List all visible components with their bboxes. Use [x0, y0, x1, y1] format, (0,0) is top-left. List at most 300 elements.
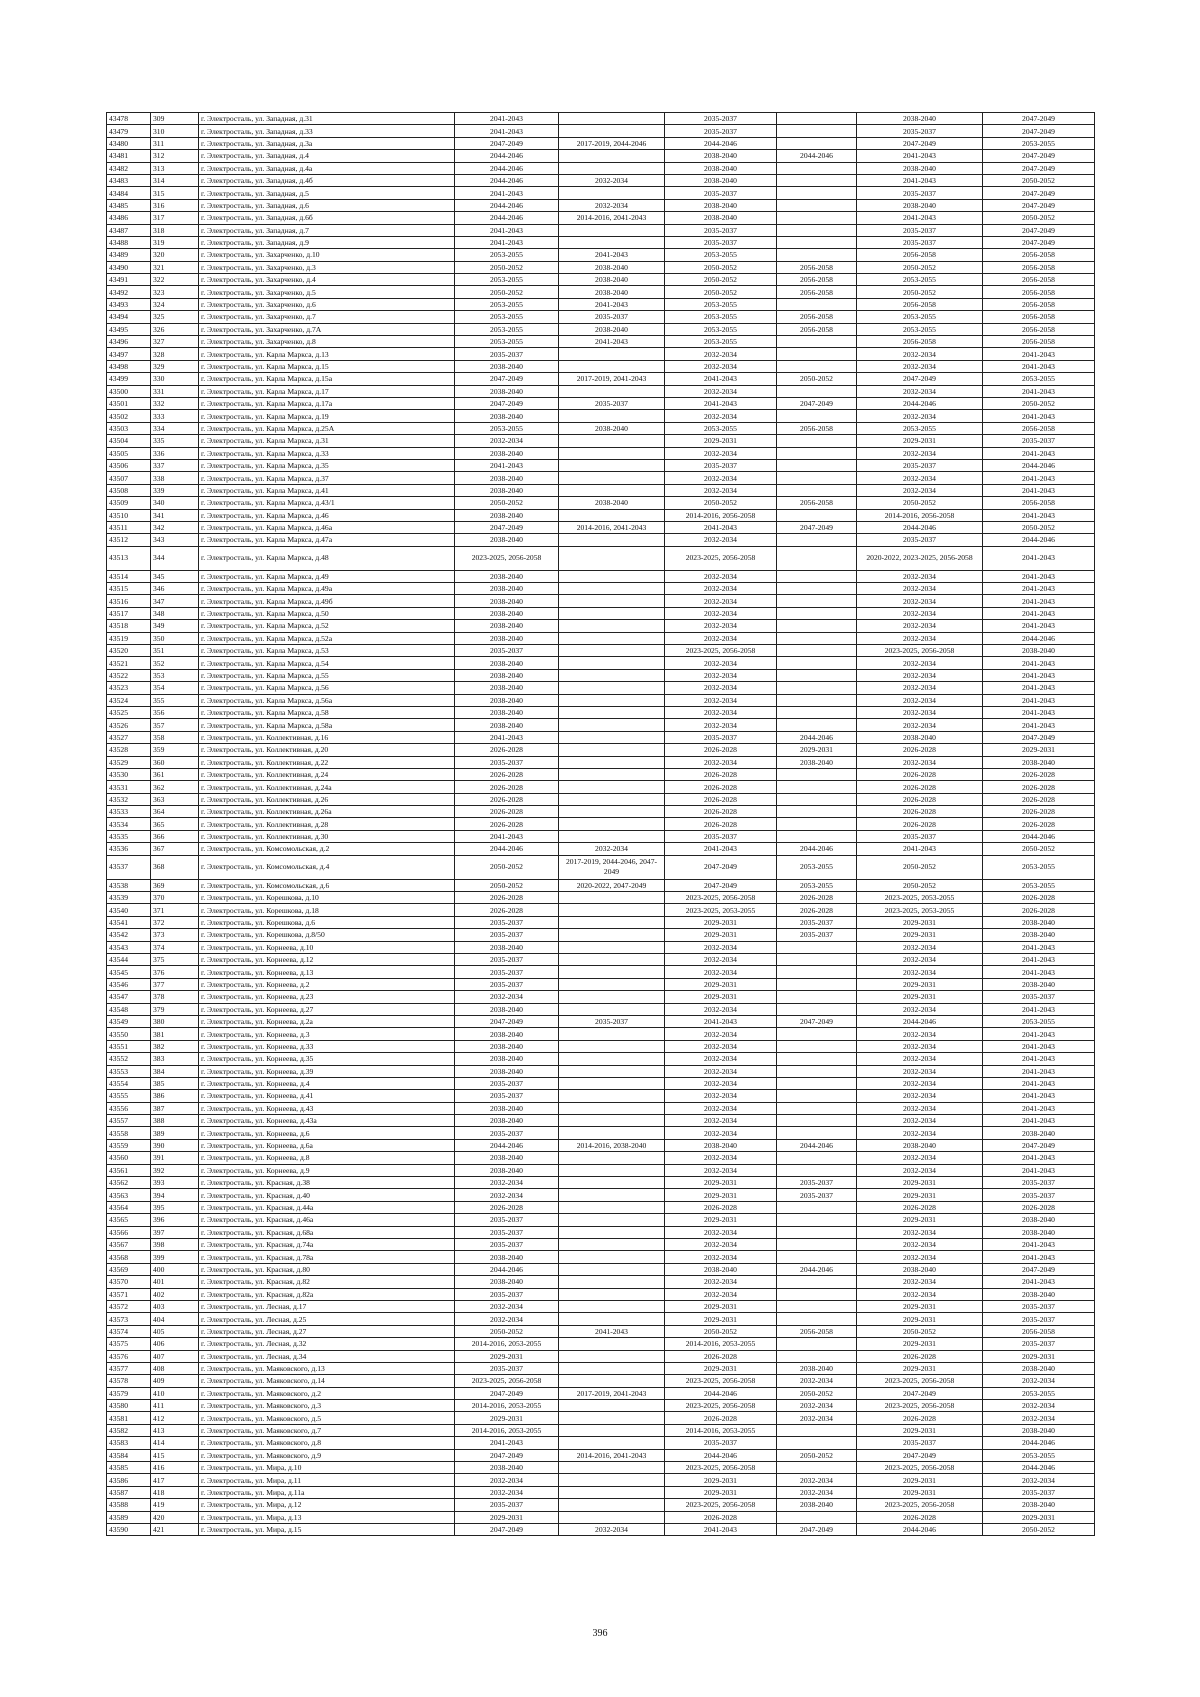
period-6-cell: 2026-2028: [983, 1201, 1095, 1213]
period-6-cell: 2041-2043: [983, 1251, 1095, 1263]
period-2-cell: 2014-2016, 2041-2043: [559, 521, 665, 533]
period-4-cell: 2035-2037: [777, 916, 857, 928]
period-6-cell: 2041-2043: [983, 719, 1095, 731]
period-6-cell: 2038-2040: [983, 645, 1095, 657]
row-number-cell: 387: [151, 1102, 199, 1114]
period-2-cell: [559, 1040, 665, 1052]
period-3-cell: 2032-2034: [665, 620, 777, 632]
table-row: [107, 162, 1095, 174]
period-6-cell: 2041-2043: [983, 607, 1095, 619]
period-1-cell: 2035-2037: [455, 1127, 559, 1139]
address-cell: г. Электросталь, ул. Карла Маркса, д.49а: [199, 583, 455, 595]
period-2-cell: [559, 1164, 665, 1176]
period-6-cell: 2053-2055: [983, 1449, 1095, 1461]
period-6-cell: 2053-2055: [983, 373, 1095, 385]
row-id-cell: 43529: [107, 756, 151, 768]
row-number-cell: 314: [151, 174, 199, 186]
period-3-cell: 2032-2034: [665, 1102, 777, 1114]
period-1-cell: 2035-2037: [455, 1499, 559, 1511]
table-row: [107, 1462, 1095, 1474]
row-id-cell: 43518: [107, 620, 151, 632]
period-6-cell: 2041-2043: [983, 1028, 1095, 1040]
row-number-cell: 354: [151, 682, 199, 694]
period-1-cell: 2038-2040: [455, 620, 559, 632]
address-cell: г. Электросталь, ул. Корнеева, д.33: [199, 1040, 455, 1052]
period-4-cell: [777, 719, 857, 731]
address-cell: г. Электросталь, ул. Карла Маркса, д.55: [199, 669, 455, 681]
row-id-cell: 43588: [107, 1499, 151, 1511]
period-1-cell: 2038-2040: [455, 360, 559, 372]
row-number-cell: 419: [151, 1499, 199, 1511]
period-1-cell: 2026-2028: [455, 904, 559, 916]
row-id-cell: 43486: [107, 212, 151, 224]
period-6-cell: 2041-2043: [983, 360, 1095, 372]
period-4-cell: [777, 1201, 857, 1213]
period-1-cell: 2041-2043: [455, 236, 559, 248]
period-1-cell: 2029-2031: [455, 1412, 559, 1424]
table-row: [107, 694, 1095, 706]
address-cell: г. Электросталь, ул. Коллективная, д.28: [199, 818, 455, 830]
period-5-cell: 2023-2025, 2056-2058: [857, 1400, 983, 1412]
row-number-cell: 415: [151, 1449, 199, 1461]
period-5-cell: 2032-2034: [857, 657, 983, 669]
period-2-cell: [559, 1115, 665, 1127]
row-id-cell: 43534: [107, 818, 151, 830]
table-row: [107, 991, 1095, 1003]
row-number-cell: 384: [151, 1065, 199, 1077]
period-2-cell: 2038-2040: [559, 274, 665, 286]
period-4-cell: 2032-2034: [777, 1474, 857, 1486]
table-row: [107, 1362, 1095, 1374]
period-4-cell: [777, 113, 857, 125]
period-5-cell: 2032-2034: [857, 1003, 983, 1015]
period-6-cell: 2029-2031: [983, 744, 1095, 756]
table-row: [107, 298, 1095, 310]
period-2-cell: [559, 1276, 665, 1288]
row-id-cell: 43487: [107, 224, 151, 236]
period-4-cell: [777, 1511, 857, 1523]
period-3-cell: 2035-2037: [665, 113, 777, 125]
row-id-cell: 43546: [107, 978, 151, 990]
table-row: [107, 174, 1095, 186]
table-row: [107, 1189, 1095, 1201]
period-6-cell: 2029-2031: [983, 1350, 1095, 1362]
period-4-cell: [777, 348, 857, 360]
table-row: [107, 385, 1095, 397]
row-id-cell: 43509: [107, 497, 151, 509]
table-row: [107, 311, 1095, 323]
address-cell: г. Электросталь, ул. Коллективная, д.16: [199, 731, 455, 743]
period-4-cell: 2032-2034: [777, 1486, 857, 1498]
period-1-cell: 2041-2043: [455, 1437, 559, 1449]
row-number-cell: 315: [151, 187, 199, 199]
period-2-cell: [559, 509, 665, 521]
period-2-cell: 2014-2016, 2041-2043: [559, 1449, 665, 1461]
table-row: [107, 1338, 1095, 1350]
period-6-cell: 2035-2037: [983, 1313, 1095, 1325]
period-2-cell: [559, 534, 665, 546]
address-cell: г. Электросталь, ул. Коллективная, д.24: [199, 768, 455, 780]
period-6-cell: 2056-2058: [983, 274, 1095, 286]
row-number-cell: 372: [151, 916, 199, 928]
period-4-cell: [777, 1115, 857, 1127]
period-3-cell: 2032-2034: [665, 682, 777, 694]
period-3-cell: 2023-2025, 2056-2058: [665, 645, 777, 657]
row-id-cell: 43567: [107, 1238, 151, 1250]
period-6-cell: 2032-2034: [983, 1474, 1095, 1486]
period-2-cell: [559, 781, 665, 793]
period-2-cell: [559, 583, 665, 595]
period-1-cell: 2038-2040: [455, 682, 559, 694]
table-row: [107, 1201, 1095, 1213]
address-cell: г. Электросталь, ул. Карла Маркса, д.17: [199, 385, 455, 397]
period-3-cell: 2032-2034: [665, 632, 777, 644]
row-number-cell: 409: [151, 1375, 199, 1387]
period-6-cell: 2044-2046: [983, 632, 1095, 644]
period-2-cell: [559, 1053, 665, 1065]
period-5-cell: 2050-2052: [857, 286, 983, 298]
period-3-cell: 2032-2034: [665, 1053, 777, 1065]
period-5-cell: 2047-2049: [857, 137, 983, 149]
table-row: [107, 509, 1095, 521]
period-2-cell: 2017-2019, 2044-2046: [559, 137, 665, 149]
row-id-cell: 43548: [107, 1003, 151, 1015]
address-cell: г. Электросталь, ул. Карла Маркса, д.54: [199, 657, 455, 669]
table-row: [107, 632, 1095, 644]
period-1-cell: 2053-2055: [455, 336, 559, 348]
row-number-cell: 309: [151, 113, 199, 125]
address-cell: г. Электросталь, ул. Корнеева, д.2: [199, 978, 455, 990]
row-id-cell: 43556: [107, 1102, 151, 1114]
table-row: [107, 1437, 1095, 1449]
table-row: [107, 1263, 1095, 1275]
period-1-cell: 2038-2040: [455, 472, 559, 484]
period-2-cell: [559, 607, 665, 619]
address-cell: г. Электросталь, ул. Корнеева, д.13: [199, 966, 455, 978]
period-2-cell: [559, 1238, 665, 1250]
period-5-cell: 2032-2034: [857, 1288, 983, 1300]
period-5-cell: 2032-2034: [857, 954, 983, 966]
row-id-cell: 43533: [107, 806, 151, 818]
address-cell: г. Электросталь, ул. Корешкова, д.8/50: [199, 929, 455, 941]
period-2-cell: 2032-2034: [559, 1523, 665, 1535]
address-cell: г. Электросталь, ул. Коллективная, д.26а: [199, 806, 455, 818]
period-6-cell: 2026-2028: [983, 904, 1095, 916]
period-3-cell: 2044-2046: [665, 1387, 777, 1399]
period-1-cell: 2050-2052: [455, 879, 559, 891]
period-5-cell: 2032-2034: [857, 719, 983, 731]
period-2-cell: [559, 818, 665, 830]
period-6-cell: 2038-2040: [983, 1499, 1095, 1511]
row-number-cell: 311: [151, 137, 199, 149]
period-1-cell: 2035-2037: [455, 348, 559, 360]
address-cell: г. Электросталь, ул. Красная, д.74а: [199, 1238, 455, 1250]
period-6-cell: 2056-2058: [983, 286, 1095, 298]
period-6-cell: 2056-2058: [983, 261, 1095, 273]
period-4-cell: 2032-2034: [777, 1375, 857, 1387]
row-number-cell: 353: [151, 669, 199, 681]
row-number-cell: 402: [151, 1288, 199, 1300]
period-6-cell: 2035-2037: [983, 1189, 1095, 1201]
period-6-cell: 2047-2049: [983, 199, 1095, 211]
period-6-cell: 2041-2043: [983, 1102, 1095, 1114]
period-6-cell: 2044-2046: [983, 459, 1095, 471]
table-row: [107, 657, 1095, 669]
period-4-cell: [777, 360, 857, 372]
period-2-cell: [559, 1003, 665, 1015]
period-1-cell: 2044-2046: [455, 843, 559, 855]
period-4-cell: [777, 385, 857, 397]
period-3-cell: 2035-2037: [665, 187, 777, 199]
period-6-cell: 2041-2043: [983, 1053, 1095, 1065]
period-5-cell: 2026-2028: [857, 806, 983, 818]
period-4-cell: 2056-2058: [777, 497, 857, 509]
row-number-cell: 416: [151, 1462, 199, 1474]
address-cell: г. Электросталь, ул. Карла Маркса, д.47а: [199, 534, 455, 546]
period-1-cell: 2038-2040: [455, 385, 559, 397]
period-1-cell: 2041-2043: [455, 459, 559, 471]
row-id-cell: 43543: [107, 941, 151, 953]
row-number-cell: 412: [151, 1412, 199, 1424]
period-1-cell: 2038-2040: [455, 509, 559, 521]
period-2-cell: [559, 1152, 665, 1164]
period-5-cell: 2047-2049: [857, 1449, 983, 1461]
address-cell: г. Электросталь, ул. Западная, д.6б: [199, 212, 455, 224]
period-1-cell: 2035-2037: [455, 954, 559, 966]
period-3-cell: 2053-2055: [665, 336, 777, 348]
period-2-cell: 2032-2034: [559, 199, 665, 211]
row-number-cell: 340: [151, 497, 199, 509]
table-row: [107, 1152, 1095, 1164]
period-5-cell: 2038-2040: [857, 162, 983, 174]
row-id-cell: 43489: [107, 249, 151, 261]
period-4-cell: [777, 410, 857, 422]
period-2-cell: [559, 150, 665, 162]
period-6-cell: 2038-2040: [983, 1362, 1095, 1374]
table-row: [107, 620, 1095, 632]
address-cell: г. Электросталь, ул. Корешкова, д.10: [199, 892, 455, 904]
period-5-cell: 2032-2034: [857, 360, 983, 372]
address-cell: г. Электросталь, ул. Коллективная, д.26: [199, 793, 455, 805]
period-4-cell: 2056-2058: [777, 286, 857, 298]
period-3-cell: 2032-2034: [665, 484, 777, 496]
period-3-cell: 2023-2025, 2053-2055: [665, 904, 777, 916]
period-6-cell: 2053-2055: [983, 1387, 1095, 1399]
period-3-cell: 2023-2025, 2056-2058: [665, 1462, 777, 1474]
period-4-cell: [777, 1251, 857, 1263]
period-1-cell: 2026-2028: [455, 744, 559, 756]
period-3-cell: 2026-2028: [665, 1511, 777, 1523]
table-row: [107, 360, 1095, 372]
period-3-cell: 2032-2034: [665, 756, 777, 768]
address-cell: г. Электросталь, ул. Лесная, д.25: [199, 1313, 455, 1325]
table-row: [107, 1486, 1095, 1498]
row-id-cell: 43508: [107, 484, 151, 496]
period-4-cell: 2056-2058: [777, 422, 857, 434]
period-3-cell: 2032-2034: [665, 1164, 777, 1176]
address-cell: г. Электросталь, ул. Карла Маркса, д.13: [199, 348, 455, 360]
period-5-cell: 2029-2031: [857, 991, 983, 1003]
row-number-cell: 349: [151, 620, 199, 632]
address-cell: г. Электросталь, ул. Коллективная, д.20: [199, 744, 455, 756]
table-row: [107, 1238, 1095, 1250]
table-row: [107, 472, 1095, 484]
period-6-cell: 2041-2043: [983, 620, 1095, 632]
period-6-cell: 2056-2058: [983, 323, 1095, 335]
row-id-cell: 43504: [107, 435, 151, 447]
period-2-cell: [559, 1177, 665, 1189]
table-row: [107, 1065, 1095, 1077]
period-4-cell: [777, 1226, 857, 1238]
period-3-cell: 2032-2034: [665, 1288, 777, 1300]
row-number-cell: 357: [151, 719, 199, 731]
row-id-cell: 43586: [107, 1474, 151, 1486]
period-6-cell: 2032-2034: [983, 1375, 1095, 1387]
period-1-cell: 2035-2037: [455, 1214, 559, 1226]
period-1-cell: 2044-2046: [455, 174, 559, 186]
row-id-cell: 43499: [107, 373, 151, 385]
row-number-cell: 418: [151, 1486, 199, 1498]
table-row: [107, 669, 1095, 681]
address-cell: г. Электросталь, ул. Корнеева, д.35: [199, 1053, 455, 1065]
period-4-cell: [777, 966, 857, 978]
address-cell: г. Электросталь, ул. Карла Маркса, д.49: [199, 570, 455, 582]
table-row: [107, 1102, 1095, 1114]
period-6-cell: 2053-2055: [983, 855, 1095, 879]
row-id-cell: 43579: [107, 1387, 151, 1399]
period-5-cell: 2038-2040: [857, 1263, 983, 1275]
period-5-cell: 2056-2058: [857, 336, 983, 348]
period-1-cell: 2053-2055: [455, 311, 559, 323]
period-5-cell: 2032-2034: [857, 1077, 983, 1089]
period-3-cell: 2032-2034: [665, 583, 777, 595]
period-1-cell: 2038-2040: [455, 484, 559, 496]
period-3-cell: 2032-2034: [665, 657, 777, 669]
address-cell: г. Электросталь, ул. Захарченко, д.8: [199, 336, 455, 348]
period-6-cell: 2041-2043: [983, 706, 1095, 718]
period-6-cell: 2041-2043: [983, 1040, 1095, 1052]
period-3-cell: 2029-2031: [665, 1214, 777, 1226]
period-4-cell: 2056-2058: [777, 261, 857, 273]
period-1-cell: 2026-2028: [455, 818, 559, 830]
period-5-cell: 2044-2046: [857, 521, 983, 533]
period-5-cell: 2047-2049: [857, 373, 983, 385]
table-row: [107, 768, 1095, 780]
period-3-cell: 2029-2031: [665, 1189, 777, 1201]
period-5-cell: 2032-2034: [857, 348, 983, 360]
address-cell: г. Электросталь, ул. Захарченко, д.7: [199, 311, 455, 323]
row-id-cell: 43549: [107, 1015, 151, 1027]
period-1-cell: 2035-2037: [455, 1288, 559, 1300]
period-3-cell: 2044-2046: [665, 137, 777, 149]
row-id-cell: 43540: [107, 904, 151, 916]
period-4-cell: [777, 174, 857, 186]
period-6-cell: 2050-2052: [983, 843, 1095, 855]
period-1-cell: 2032-2034: [455, 1189, 559, 1201]
period-2-cell: [559, 1189, 665, 1201]
row-number-cell: 413: [151, 1424, 199, 1436]
row-number-cell: 407: [151, 1350, 199, 1362]
row-id-cell: 43555: [107, 1090, 151, 1102]
table-row: [107, 1003, 1095, 1015]
row-number-cell: 404: [151, 1313, 199, 1325]
row-id-cell: 43516: [107, 595, 151, 607]
period-1-cell: 2050-2052: [455, 1325, 559, 1337]
period-4-cell: 2050-2052: [777, 1387, 857, 1399]
table-row: [107, 929, 1095, 941]
period-4-cell: 2053-2055: [777, 879, 857, 891]
row-number-cell: 405: [151, 1325, 199, 1337]
period-2-cell: [559, 1400, 665, 1412]
period-5-cell: 2044-2046: [857, 1523, 983, 1535]
period-3-cell: 2014-2016, 2053-2055: [665, 1424, 777, 1436]
period-5-cell: 2035-2037: [857, 1437, 983, 1449]
period-5-cell: 2026-2028: [857, 1350, 983, 1362]
table-row: [107, 706, 1095, 718]
period-1-cell: 2035-2037: [455, 645, 559, 657]
period-2-cell: [559, 916, 665, 928]
address-cell: г. Электросталь, ул. Корешкова, д.18: [199, 904, 455, 916]
period-3-cell: 2041-2043: [665, 843, 777, 855]
row-number-cell: 355: [151, 694, 199, 706]
row-number-cell: 379: [151, 1003, 199, 1015]
table-row: [107, 595, 1095, 607]
period-1-cell: 2026-2028: [455, 806, 559, 818]
row-number-cell: 358: [151, 731, 199, 743]
address-cell: г. Электросталь, ул. Корнеева, д.10: [199, 941, 455, 953]
row-number-cell: 388: [151, 1115, 199, 1127]
address-cell: г. Электросталь, ул. Красная, д.44а: [199, 1201, 455, 1213]
row-number-cell: 377: [151, 978, 199, 990]
period-3-cell: 2032-2034: [665, 706, 777, 718]
row-number-cell: 318: [151, 224, 199, 236]
table-row: [107, 447, 1095, 459]
period-2-cell: [559, 731, 665, 743]
period-1-cell: 2014-2016, 2053-2055: [455, 1424, 559, 1436]
period-6-cell: 2056-2058: [983, 336, 1095, 348]
period-1-cell: 2014-2016, 2053-2055: [455, 1338, 559, 1350]
period-4-cell: [777, 137, 857, 149]
row-number-cell: 408: [151, 1362, 199, 1374]
period-2-cell: [559, 620, 665, 632]
period-4-cell: 2032-2034: [777, 1400, 857, 1412]
period-4-cell: 2044-2046: [777, 843, 857, 855]
period-6-cell: 2041-2043: [983, 385, 1095, 397]
period-4-cell: [777, 1437, 857, 1449]
period-6-cell: 2038-2040: [983, 756, 1095, 768]
period-4-cell: [777, 1028, 857, 1040]
period-1-cell: 2038-2040: [455, 719, 559, 731]
row-number-cell: 398: [151, 1238, 199, 1250]
period-2-cell: [559, 706, 665, 718]
row-number-cell: 330: [151, 373, 199, 385]
row-number-cell: 367: [151, 843, 199, 855]
period-5-cell: 2032-2034: [857, 706, 983, 718]
address-cell: г. Электросталь, ул. Лесная, д.32: [199, 1338, 455, 1350]
row-id-cell: 43521: [107, 657, 151, 669]
period-6-cell: 2041-2043: [983, 694, 1095, 706]
row-id-cell: 43570: [107, 1276, 151, 1288]
period-3-cell: 2032-2034: [665, 1238, 777, 1250]
period-6-cell: 2056-2058: [983, 249, 1095, 261]
period-5-cell: 2026-2028: [857, 1511, 983, 1523]
period-1-cell: 2032-2034: [455, 1177, 559, 1189]
row-number-cell: 374: [151, 941, 199, 953]
row-id-cell: 43560: [107, 1152, 151, 1164]
address-cell: г. Электросталь, ул. Карла Маркса, д.56а: [199, 694, 455, 706]
table-row: [107, 1090, 1095, 1102]
period-6-cell: 2041-2043: [983, 595, 1095, 607]
